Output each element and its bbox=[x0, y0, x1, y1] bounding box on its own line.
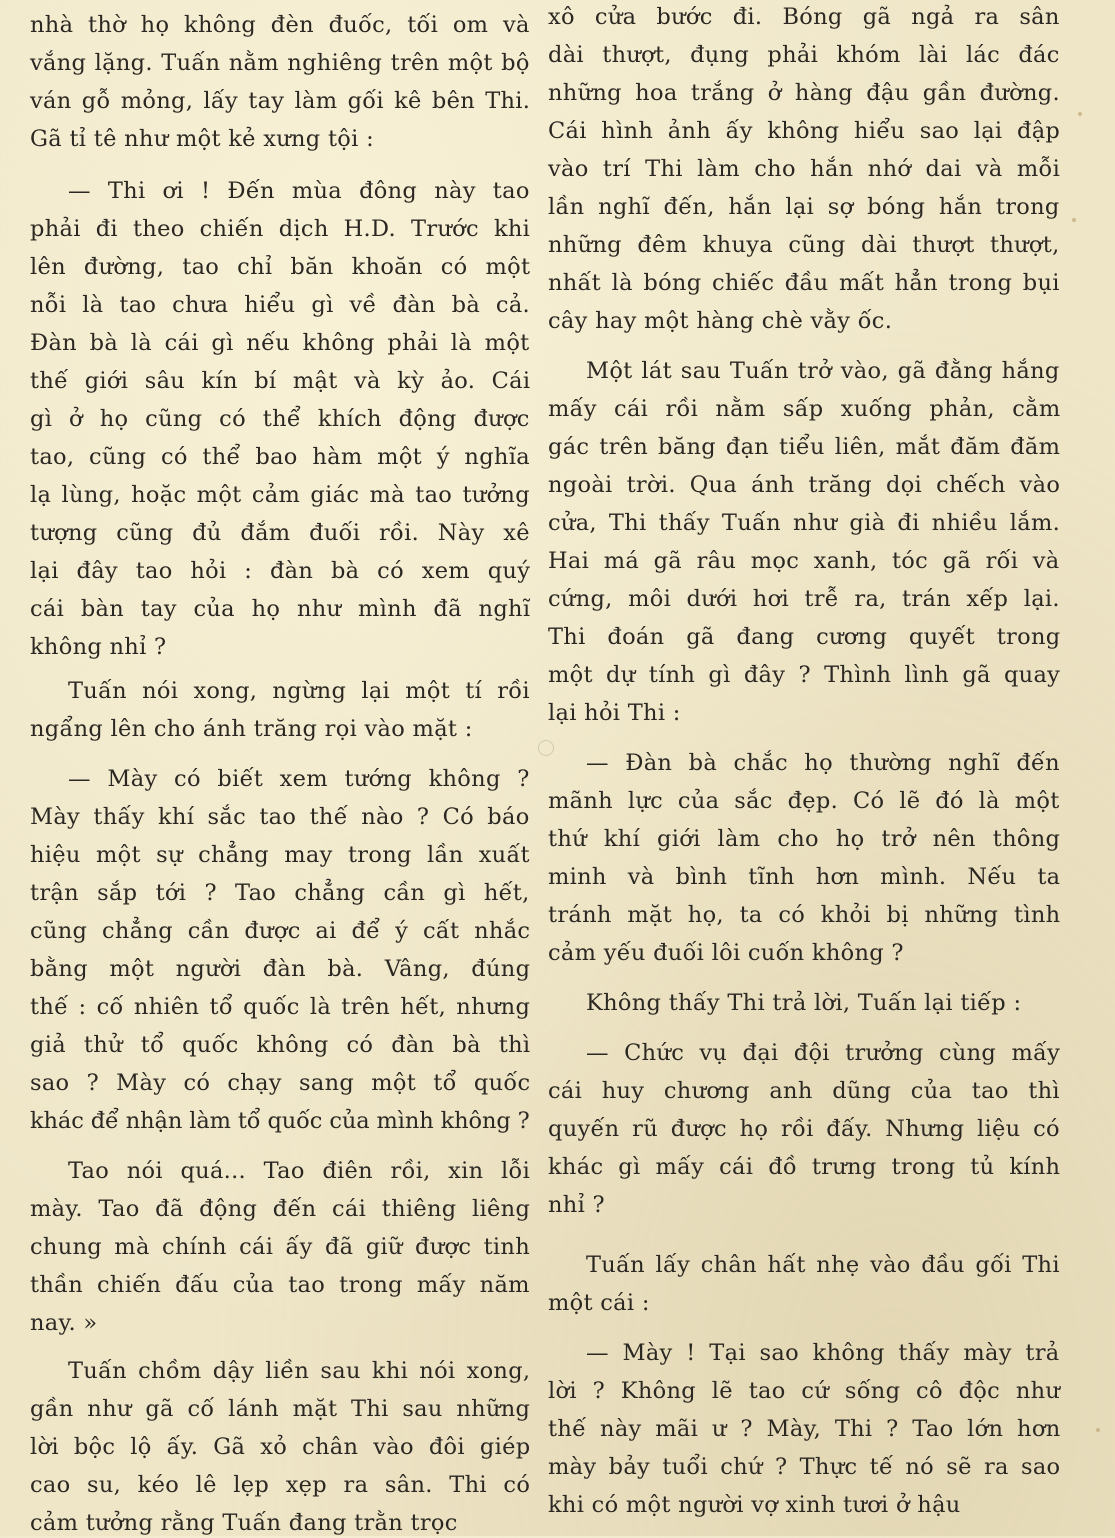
text-line: Một lát sau Tuấn trở vào, gã đằng hắng bbox=[586, 358, 1060, 384]
text-line: nỗi là tao chưa hiểu gì về đàn bà cả. bbox=[30, 292, 530, 318]
text-line: giả thử tổ quốc không có đàn bà thì bbox=[30, 1032, 531, 1058]
text-line: Thi đoán gã đang cương quyết trong bbox=[548, 624, 1061, 650]
text-line: dài thượt, đụng phải khóm lài lác đác bbox=[548, 42, 1060, 68]
text-line: gần như gã cố lánh mặt Thi sau những bbox=[30, 1396, 531, 1422]
text-line: những đêm khuya cũng dài thượt thượt, bbox=[548, 232, 1060, 258]
text-line: Gã tỉ tê như một kẻ xưng tội : bbox=[30, 126, 374, 152]
text-line: cao su, kéo lê lẹp xẹp ra sân. Thi có bbox=[30, 1472, 531, 1498]
text-line: nay. » bbox=[30, 1310, 98, 1336]
text-line: cửa, Thi thấy Tuấn như già đi nhiều lắm. bbox=[548, 510, 1061, 536]
text-line: lời bộc lộ ấy. Gã xỏ chân vào đôi giép bbox=[30, 1434, 531, 1460]
text-line: quyến rũ được họ rồi đấy. Nhưng liệu có bbox=[548, 1116, 1060, 1142]
text-line: gì ở họ cũng có thể khích động được bbox=[30, 406, 530, 432]
text-line: minh và bình tĩnh hơn mình. Nếu ta bbox=[548, 864, 1061, 890]
text-line: nhà thờ họ không đèn đuốc, tối om và bbox=[30, 12, 530, 38]
paper-speck bbox=[1078, 112, 1082, 116]
binding-mark bbox=[538, 740, 554, 756]
text-line: chung mà chính cái ấy đã giữ được tinh bbox=[30, 1234, 530, 1260]
text-line: ngoài trời. Qua ánh trăng dọi chếch vào bbox=[548, 472, 1061, 498]
text-line: Tuấn lấy chân hất nhẹ vào đầu gối Thi bbox=[586, 1252, 1060, 1278]
text-line: sao ? Mày có chạy sang một tổ quốc bbox=[30, 1070, 531, 1096]
text-line: thế này mãi ư ? Mày, Thi ? Tao lớn hơn bbox=[548, 1416, 1061, 1442]
text-line: lạ lùng, hoặc một cảm giác mà tao tưởng bbox=[30, 482, 530, 508]
text-line: Cái hình ảnh ấy không hiểu sao lại đập bbox=[548, 118, 1061, 144]
text-line: cái bàn tay của họ như mình đã nghĩ bbox=[30, 596, 531, 622]
text-line: mày bảy tuổi chứ ? Thực tế nó sẽ ra sao bbox=[548, 1454, 1061, 1480]
text-line: Tuấn chồm dậy liền sau khi nói xong, bbox=[68, 1358, 531, 1384]
text-line: cũng chẳng cần được ai để ý cất nhắc bbox=[30, 918, 531, 944]
text-line: — Mày có biết xem tướng không ? bbox=[68, 766, 530, 792]
text-line: ván gỗ mỏng, lấy tay làm gối kê bên Thi. bbox=[30, 88, 531, 114]
text-line: thế giới sâu kín bí mật và kỳ ảo. Cái bbox=[30, 368, 531, 394]
text-line: nhất là bóng chiếc đầu mất hẳn trong bụi bbox=[548, 270, 1060, 296]
text-line: thần chiến đấu của tao trong mấy năm bbox=[30, 1272, 530, 1298]
text-line: mấy cái rồi nằm sấp xuống phản, cằm bbox=[548, 396, 1061, 422]
text-line: khác để nhận làm tổ quốc của mình không ? bbox=[30, 1108, 530, 1134]
text-line: lại đây tao hỏi : đàn bà có xem quý bbox=[30, 558, 531, 584]
text-line: Hai má gã râu mọc xanh, tóc gã rối và bbox=[548, 548, 1060, 574]
text-line: Mày thấy khí sắc tao thế nào ? Có báo bbox=[30, 804, 530, 830]
text-line: lại hỏi Thi : bbox=[548, 700, 681, 726]
text-line: hiệu một sự chẳng may trong lần xuất bbox=[30, 842, 530, 868]
text-line: một dự tính gì đây ? Thình lình gã quay bbox=[548, 662, 1061, 688]
text-line: — Mày ! Tại sao không thấy mày trả bbox=[586, 1340, 1060, 1366]
text-line: ngẩng lên cho ánh trăng rọi vào mặt : bbox=[30, 716, 473, 742]
text-line: xô cửa bước đi. Bóng gã ngả ra sân bbox=[548, 4, 1060, 30]
text-line: bằng một người đàn bà. Vâng, đúng bbox=[30, 956, 531, 982]
text-line: không nhỉ ? bbox=[30, 634, 167, 660]
text-line: cảm tưởng rằng Tuấn đang trằn trọc bbox=[30, 1510, 458, 1536]
text-line: cứng, môi dưới hơi trễ ra, trán xếp lại. bbox=[548, 586, 1060, 612]
text-line: thứ khí giới làm cho họ trở nên thông bbox=[548, 826, 1061, 852]
text-line: trận sắp tới ? Tao chẳng cần gì hết, bbox=[30, 880, 530, 906]
text-line: gác trên băng đạn tiểu liên, mắt đăm đăm bbox=[548, 434, 1061, 460]
paper-speck bbox=[1072, 218, 1076, 222]
text-line: — Chức vụ đại đội trưởng cùng mấy bbox=[586, 1040, 1061, 1066]
text-line: lần nghĩ đến, hắn lại sợ bóng hắn trong bbox=[548, 194, 1060, 220]
text-line: mãnh lực của sắc đẹp. Có lẽ đó là một bbox=[548, 788, 1060, 814]
text-line: phải đi theo chiến dịch H.D. Trước khi bbox=[30, 216, 531, 242]
text-line: thế : cố nhiên tổ quốc là trên hết, nhưng bbox=[30, 994, 531, 1020]
text-line: tránh mặt họ, ta có khỏi bị những tình bbox=[548, 902, 1061, 928]
text-line: cảm yếu đuối lôi cuốn không ? bbox=[548, 940, 904, 966]
text-line: cây hay một hàng chè vằy ốc. bbox=[548, 308, 893, 334]
text-line: tượng cũng đủ đắm đuối rồi. Này xê bbox=[30, 520, 530, 546]
paper-speck bbox=[1096, 1428, 1100, 1432]
text-line: khi có một người vợ xinh tươi ở hậu bbox=[548, 1492, 961, 1518]
text-line: Không thấy Thi trả lời, Tuấn lại tiếp : bbox=[586, 990, 1022, 1016]
text-line: Đàn bà là cái gì nếu không phải là một bbox=[30, 330, 530, 356]
text-line: Tao nói quá... Tao điên rồi, xin lỗi bbox=[68, 1158, 531, 1184]
text-line: Tuấn nói xong, ngừng lại một tí rồi bbox=[68, 678, 530, 704]
text-line: — Đàn bà chắc họ thường nghĩ đến bbox=[586, 750, 1060, 776]
text-line: lời ? Không lẽ tao cứ sống cô độc như bbox=[548, 1378, 1061, 1404]
text-line: cái huy chương anh dũng của tao thì bbox=[548, 1078, 1060, 1104]
text-line: lên đường, tao chỉ băn khoăn có một bbox=[30, 254, 531, 280]
text-line: những hoa trắng ở hàng đậu gần đường. bbox=[548, 80, 1060, 106]
text-line: — Thi ơi ! Đến mùa đông này tao bbox=[68, 178, 530, 204]
text-line: tao, cũng có thể bao hàm một ý nghĩa bbox=[30, 444, 530, 470]
text-line: một cái : bbox=[548, 1290, 650, 1316]
text-line: mày. Tao đã động đến cái thiêng liêng bbox=[30, 1196, 531, 1222]
text-line: vào trí Thi làm cho hắn nhớ dai và mỗi bbox=[548, 156, 1061, 182]
text-line: vắng lặng. Tuấn nằm nghiêng trên một bộ bbox=[30, 50, 530, 76]
text-line: nhỉ ? bbox=[548, 1192, 605, 1218]
text-line: khác gì mấy cái đồ trưng trong tủ kính bbox=[548, 1154, 1061, 1180]
